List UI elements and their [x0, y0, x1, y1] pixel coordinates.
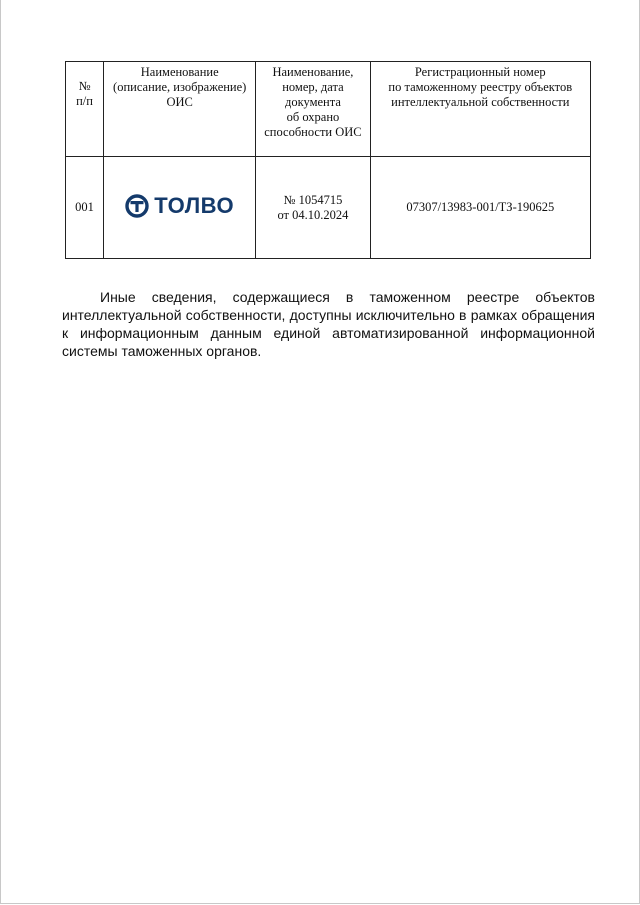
table-row [66, 157, 591, 259]
tolvo-logo-icon [125, 194, 149, 218]
document-number: № 1054715 [283, 192, 343, 207]
header-number: № п/п [66, 62, 104, 157]
registry-table [65, 61, 591, 259]
table-header-row [66, 62, 591, 157]
tolvo-logo [125, 194, 234, 218]
logo-text: ТОЛВО [154, 193, 235, 218]
header-document: Наименование, номер, дата документа об охрано способности ОИС [256, 62, 370, 157]
header-registration: Регистрационный номер по таможенному реестру объектов интеллектуальной собственности [370, 62, 590, 157]
row-registration-number: 07307/13983-001/ТЗ-190625 [370, 157, 590, 259]
info-paragraph: Иные сведения, содержащиеся в таможенном реестре объектов интеллектуальной собственности, доступны исключительно в рамках обращения к информационным данным единой автоматизированной информационной системы таможенных органов. [62, 289, 595, 359]
row-logo-cell [104, 157, 256, 259]
document-date: от 04.10.2024 [277, 207, 349, 222]
row-number: 001 [66, 157, 104, 259]
header-name: Наименование (описание, изображение) ОИС [104, 62, 256, 157]
row-document [256, 157, 370, 259]
